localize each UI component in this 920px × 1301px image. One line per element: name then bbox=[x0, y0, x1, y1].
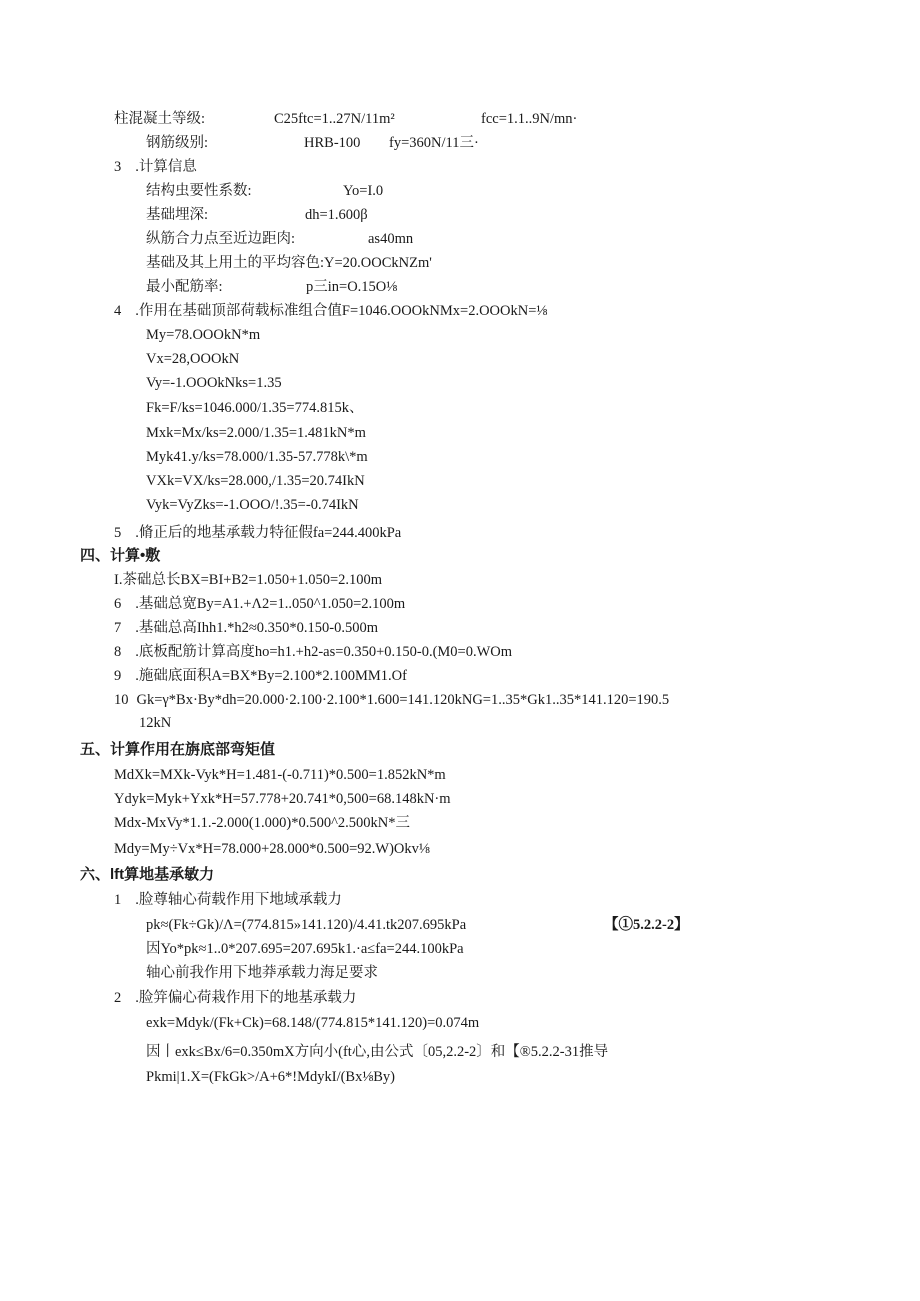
concrete-grade-fcc: fcc=1.1..9N/mn· bbox=[481, 111, 578, 127]
importance-factor-value: Yo=I.0 bbox=[343, 183, 384, 199]
item-number: 7 bbox=[114, 620, 122, 636]
formula-line: Mdy=My÷Vx*H=78.000+28.000*0.500=92.W)Okv⅛ bbox=[114, 841, 430, 857]
rebar-grade-label: 钢筋级别: bbox=[146, 135, 209, 151]
item-text: .作用在基础顶部荷载标准组合值F=1046.OOOkNMx=2.OOOkN=⅛ bbox=[135, 303, 548, 319]
formula-line: 因丨exk≤Bx/6=0.350mX方向小(ft心,由公式〔05,2.2-2〕和【®5.2.2-31推导 bbox=[146, 1044, 609, 1060]
item-number: 5 bbox=[114, 525, 122, 541]
formula-line: VXk=VX/ks=28.000,/1.35=20.74IkN bbox=[146, 473, 365, 489]
item-text: .脸笄偏心荷栽作用下的地基承载力 bbox=[135, 990, 357, 1006]
formula-continuation: 12kN bbox=[139, 715, 172, 731]
formula-line: Mdx-MxVy*1.1.-2.000(1.000)*0.500^2.500kN*三 bbox=[114, 815, 410, 831]
formula-line: I.茶础总长BX=BI+B2=1.050+1.050=2.100m bbox=[114, 572, 383, 588]
numbered-line bbox=[114, 595, 405, 613]
rebar-grade-fy: fy=360N/11三· bbox=[389, 135, 479, 151]
min-reinforcement-value: p三in=O.15O⅛ bbox=[306, 279, 398, 295]
numbered-line bbox=[114, 643, 512, 661]
item-number: 4 bbox=[114, 303, 122, 319]
formula-line: exk=Mdyk/(Fk+Ck)=68.148/(774.815*141.120)=0.074m bbox=[146, 1015, 480, 1031]
numbered-line bbox=[114, 691, 669, 709]
conclusion-line: 轴心前我作用下地莽承载力海足要求 bbox=[146, 965, 378, 981]
formula-line: Myk41.y/ks=78.000/1.35-57.778k\*m bbox=[146, 449, 368, 465]
item-text: .施础底面积A=BX*By=2.100*2.100MM1.Of bbox=[135, 668, 407, 684]
numbered-line bbox=[114, 667, 407, 685]
section-3-heading bbox=[114, 158, 197, 176]
concrete-grade-ftc: C25ftc=1..27N/11m² bbox=[274, 111, 395, 127]
item-number: 1 bbox=[114, 892, 122, 908]
cover-distance-label: 纵筋合力点至近边距肉: bbox=[146, 231, 296, 247]
chapter-5-heading: 五、计算作用在旃底部弯矩值 bbox=[80, 741, 276, 758]
item-text: .基础总高Ihh1.*h2≈0.350*0.150-0.500m bbox=[135, 620, 379, 636]
formula-text: pk≈(Fk÷Gk)/Λ=(774.815»141.120)/4.41.tk207.695kPa bbox=[146, 917, 467, 933]
embed-depth-label: 基础埋深: bbox=[146, 207, 209, 223]
item-text: .脩正后的地基承载力特征假fa=244.400kPa bbox=[135, 525, 402, 541]
rebar-grade-value: HRB-100 bbox=[304, 135, 361, 151]
cover-distance-value: as40mn bbox=[368, 231, 414, 247]
formula-line: Mxk=Mx/ks=2.000/1.35=1.481kN*m bbox=[146, 425, 366, 441]
section-4-heading bbox=[114, 302, 547, 320]
item-number: 9 bbox=[114, 668, 122, 684]
item-text: .基础总宽By=A1.+Λ2=1..050^1.050=2.100m bbox=[135, 596, 406, 612]
item-number: 3 bbox=[114, 159, 122, 175]
code-reference: 【①5.2.2-2】 bbox=[604, 917, 689, 933]
subsection-1-heading bbox=[114, 891, 342, 909]
formula-line: Vx=28,OOOkN bbox=[146, 351, 240, 367]
formula-line: Vy=-1.OOOkNks=1.35 bbox=[146, 375, 282, 391]
item-text: Gk=γ*Bx·By*dh=20.000·2.100·2.100*1.600=141.120kNG=1..35*Gk1..35*141.120=190.5 bbox=[136, 692, 670, 708]
item-number: 8 bbox=[114, 644, 122, 660]
subsection-2-heading bbox=[114, 989, 356, 1007]
formula-line: MdXk=MXk-Vyk*H=1.481-(-0.711)*0.500=1.852kN*m bbox=[114, 767, 446, 783]
item-number: 2 bbox=[114, 990, 122, 1006]
formula-line: Pkmi|1.X=(FkGk>/A+6*!MdykI/(Bx⅛By) bbox=[146, 1069, 395, 1085]
item-number: 10 bbox=[114, 692, 129, 708]
concrete-grade-label: 柱混凝土等级: bbox=[114, 111, 206, 127]
importance-factor-label: 结构虫要性系数: bbox=[146, 183, 252, 199]
item-text: .脸尊轴心荷载作用下地域承载力 bbox=[135, 892, 342, 908]
numbered-line bbox=[114, 619, 378, 637]
item-text: .计算信息 bbox=[135, 159, 197, 175]
min-reinforcement-label: 最小配筋率: bbox=[146, 279, 223, 295]
formula-line: Fk=F/ks=1046.000/1.35=774.815k、 bbox=[146, 400, 364, 416]
formula-line: Vyk=VyZks=-1.OOO/!.35=-0.74IkN bbox=[146, 497, 359, 513]
section-5-heading bbox=[114, 524, 401, 542]
chapter-4-heading: 四、计算•敷 bbox=[80, 547, 161, 564]
formula-line: Ydyk=Myk+Yxk*H=57.778+20.741*0,500=68.148kN·m bbox=[114, 791, 451, 807]
item-number: 6 bbox=[114, 596, 122, 612]
unit-weight-line: 基础及其上用土的平均容色:Y=20.OOCkNZm' bbox=[146, 255, 432, 271]
formula-line: My=78.OOOkN*m bbox=[146, 327, 261, 343]
embed-depth-value: dh=1.600β bbox=[305, 207, 368, 223]
formula-line: 因Yo*pk≈1..0*207.695=207.695k1.·a≤fa=244.100kPa bbox=[146, 941, 464, 957]
chapter-6-heading: 六、lft算地基承敏力 bbox=[80, 866, 215, 883]
item-text: .底板配筋计算高度ho=h1.+h2-as=0.350+0.150-0.(M0=0.WOm bbox=[135, 644, 513, 660]
